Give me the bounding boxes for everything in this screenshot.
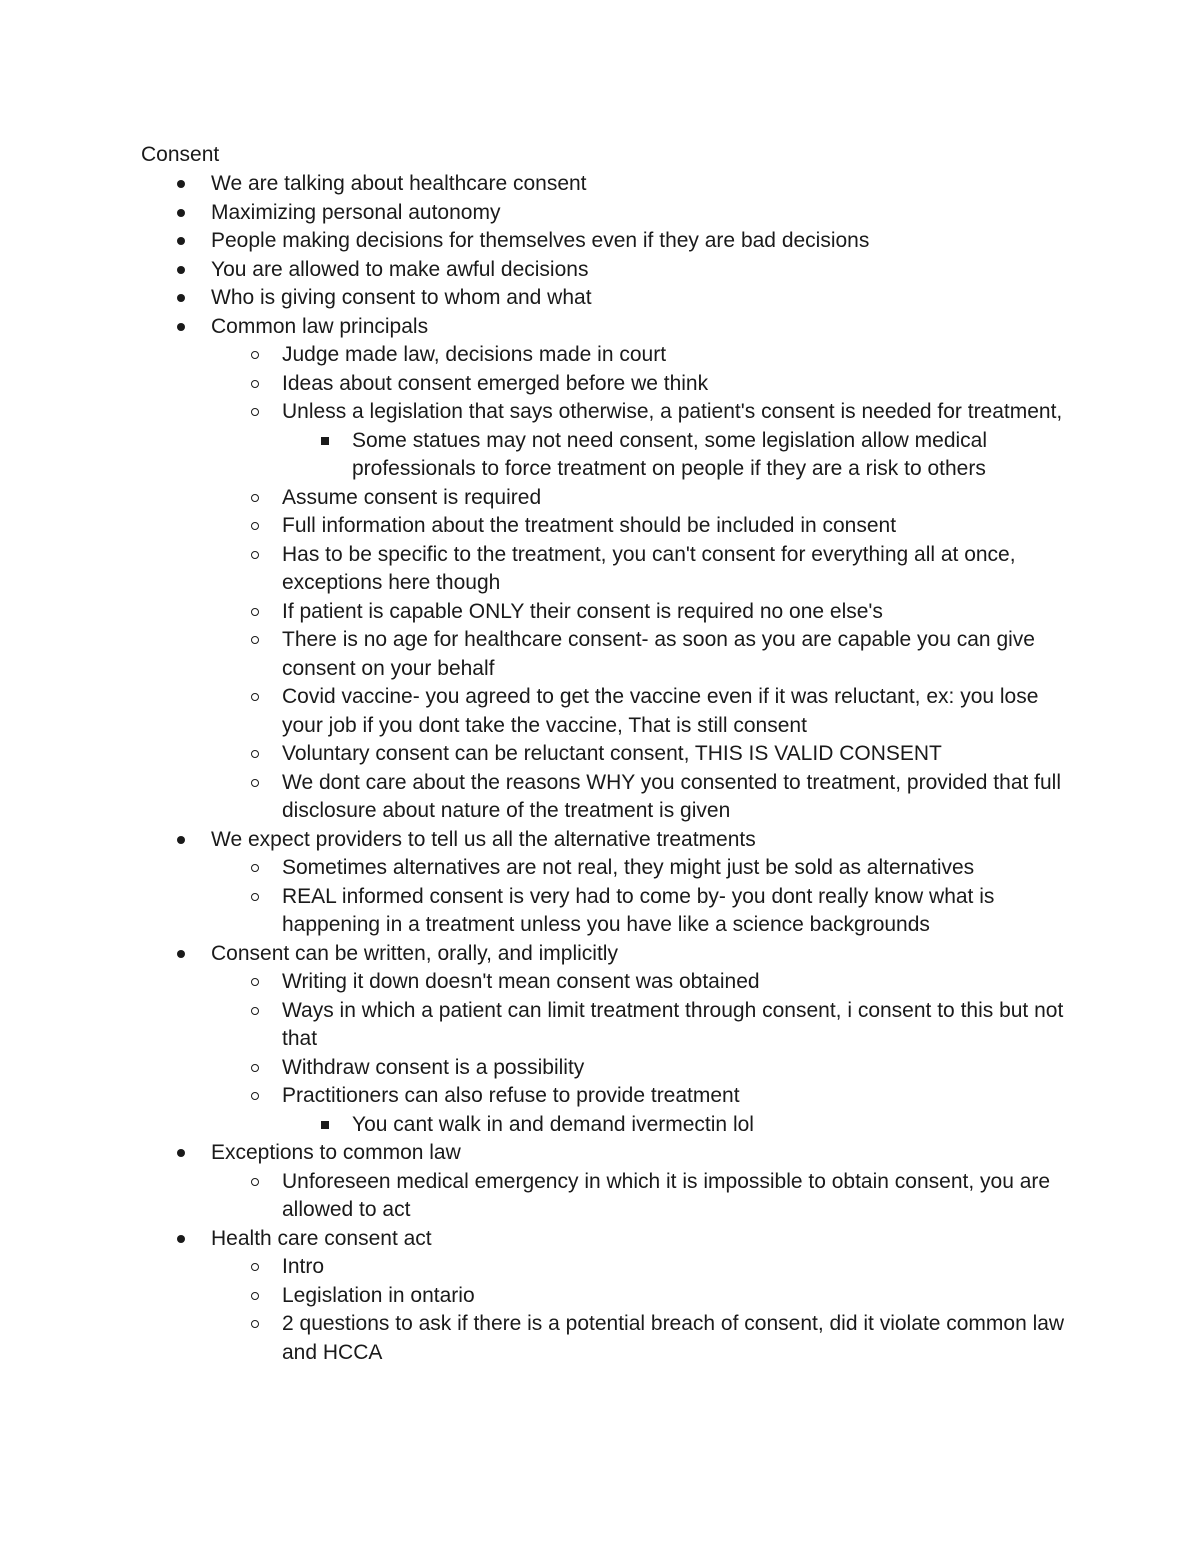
item-text: Sometimes alternatives are not real, they might just be sold as alternatives [282, 856, 975, 879]
item-text: REAL informed consent is very had to come by- you dont really know what is happening in a treatment unless you have like a science backgrounds [282, 884, 995, 936]
filled-bullet-icon [175, 1225, 187, 1254]
hollow-bullet-icon [249, 1310, 261, 1339]
outline-item [211, 940, 1071, 1140]
outline-subitem [282, 1082, 1071, 1139]
outline-subitem [282, 883, 1071, 940]
outline-subitem [282, 1310, 1071, 1367]
item-text: Common law principals [211, 314, 429, 338]
outline-subitem [282, 740, 1071, 769]
hollow-bullet-icon [249, 683, 261, 712]
outline-subitem [282, 341, 1071, 370]
hollow-bullet-icon [249, 541, 261, 570]
item-text: Legislation in ontario [282, 1283, 475, 1307]
outline-subitem [282, 1168, 1071, 1225]
nested-list [282, 1168, 1071, 1225]
hollow-bullet-icon [249, 398, 261, 427]
outline-subitem [282, 598, 1071, 627]
outline-item [211, 256, 1071, 285]
document-title: Consent [141, 143, 220, 166]
item-text: Ideas about consent emerged before we think [282, 371, 709, 395]
item-text: Consent can be written, orally, and implicitly [211, 941, 618, 965]
hollow-bullet-icon [249, 883, 261, 912]
outline-item [211, 284, 1071, 313]
outline-subsubitem [352, 1111, 1071, 1140]
filled-bullet-icon [175, 313, 187, 342]
hollow-bullet-icon [249, 484, 261, 513]
nested-list [282, 1253, 1071, 1367]
item-text: Judge made law, decisions made in court [282, 343, 667, 366]
item-text: Covid vaccine- you agreed to get the vaccine even if it was reluctant, ex: you lose your job if you dont take the vaccine, That is still consent [282, 685, 1039, 737]
item-text: Full information about the treatment should be included in consent [282, 514, 897, 537]
filled-bullet-icon [175, 227, 187, 256]
nested-list [282, 854, 1071, 940]
hollow-bullet-icon [249, 997, 261, 1026]
item-text: You cant walk in and demand ivermectin lol [352, 1112, 754, 1136]
filled-bullet-icon [175, 199, 187, 228]
item-text: Voluntary consent can be reluctant consent, THIS IS VALID CONSENT [282, 742, 942, 765]
hollow-bullet-icon [249, 626, 261, 655]
item-text: You are allowed to make awful decisions [211, 257, 589, 281]
hollow-bullet-icon [249, 1168, 261, 1197]
item-text: Health care consent act [211, 1226, 432, 1250]
square-bullet-icon [319, 1111, 331, 1140]
item-text: People making decisions for themselves even if they are bad decisions [211, 229, 870, 252]
item-text: Writing it down doesn't mean consent was obtained [282, 970, 760, 993]
filled-bullet-icon [175, 826, 187, 855]
outline-subitem [282, 854, 1071, 883]
outline-subitem [282, 1282, 1071, 1311]
outline-subitem [282, 626, 1071, 683]
outline-subitem [282, 1054, 1071, 1083]
outline-subitem [282, 683, 1071, 740]
nested-list [282, 968, 1071, 1139]
item-text: We are talking about healthcare consent [211, 172, 587, 195]
outline-subitem [282, 769, 1071, 826]
hollow-bullet-icon [249, 512, 261, 541]
nested-list [352, 427, 1071, 484]
hollow-bullet-icon [249, 1054, 261, 1083]
item-text: Has to be specific to the treatment, you can't consent for everything all at once, exceptions here though [282, 542, 1016, 594]
outline-item [211, 1225, 1071, 1368]
item-text: Intro [282, 1255, 325, 1278]
outline-subsubitem [352, 427, 1071, 484]
outline-subitem [282, 997, 1071, 1054]
hollow-bullet-icon [249, 1282, 261, 1311]
outline-item [211, 199, 1071, 228]
item-text: Practitioners can also refuse to provide treatment [282, 1084, 740, 1107]
hollow-bullet-icon [249, 968, 261, 997]
outline-subitem [282, 512, 1071, 541]
filled-bullet-icon [175, 940, 187, 969]
item-text: Unless a legislation that says otherwise, a patient's consent is needed for treatment, [282, 400, 1063, 423]
outline-subitem [282, 484, 1071, 513]
outline-list [211, 170, 1071, 1367]
hollow-bullet-icon [249, 740, 261, 769]
outline-subitem [282, 1253, 1071, 1282]
item-text: We dont care about the reasons WHY you consented to treatment, provided that full disclosure about nature of the treatment is given [282, 770, 1062, 822]
item-text: We expect providers to tell us all the alternative treatments [211, 827, 756, 851]
outline-item [211, 313, 1071, 826]
item-text: Unforeseen medical emergency in which it is impossible to obtain consent, you are allowed to act [282, 1169, 1051, 1221]
outline-subitem [282, 398, 1071, 484]
hollow-bullet-icon [249, 341, 261, 370]
item-text: If patient is capable ONLY their consent is required no one else's [282, 599, 883, 623]
filled-bullet-icon [175, 256, 187, 285]
item-text: There is no age for healthcare consent- as soon as you are capable you can give consent on your behalf [282, 628, 1035, 680]
hollow-bullet-icon [249, 1082, 261, 1111]
nested-list [352, 1111, 1071, 1140]
item-text: Who is giving consent to whom and what [211, 286, 592, 309]
filled-bullet-icon [175, 284, 187, 313]
filled-bullet-icon [175, 170, 187, 199]
item-text: 2 questions to ask if there is a potential breach of consent, did it violate common law and HCCA [282, 1312, 1065, 1364]
square-bullet-icon [319, 427, 331, 456]
hollow-bullet-icon [249, 598, 261, 627]
outline-subitem [282, 541, 1071, 598]
item-text: Exceptions to common law [211, 1141, 461, 1164]
hollow-bullet-icon [249, 1253, 261, 1282]
item-text: Assume consent is required [282, 485, 542, 509]
item-text: Some statues may not need consent, some legislation allow medical professionals to force treatment on people if they are a risk to others [352, 428, 988, 480]
item-text: Withdraw consent is a possibility [282, 1055, 585, 1079]
hollow-bullet-icon [249, 854, 261, 883]
outline-subitem [282, 370, 1071, 399]
outline-item [211, 227, 1071, 256]
outline-item [211, 1139, 1071, 1225]
hollow-bullet-icon [249, 769, 261, 798]
hollow-bullet-icon [249, 370, 261, 399]
nested-list [282, 341, 1071, 826]
item-text: Maximizing personal autonomy [211, 200, 501, 224]
item-text: Ways in which a patient can limit treatment through consent, i consent to this but not that [282, 998, 1064, 1050]
filled-bullet-icon [175, 1139, 187, 1168]
outline-item [211, 170, 1071, 199]
outline-subitem [282, 968, 1071, 997]
outline-item [211, 826, 1071, 940]
